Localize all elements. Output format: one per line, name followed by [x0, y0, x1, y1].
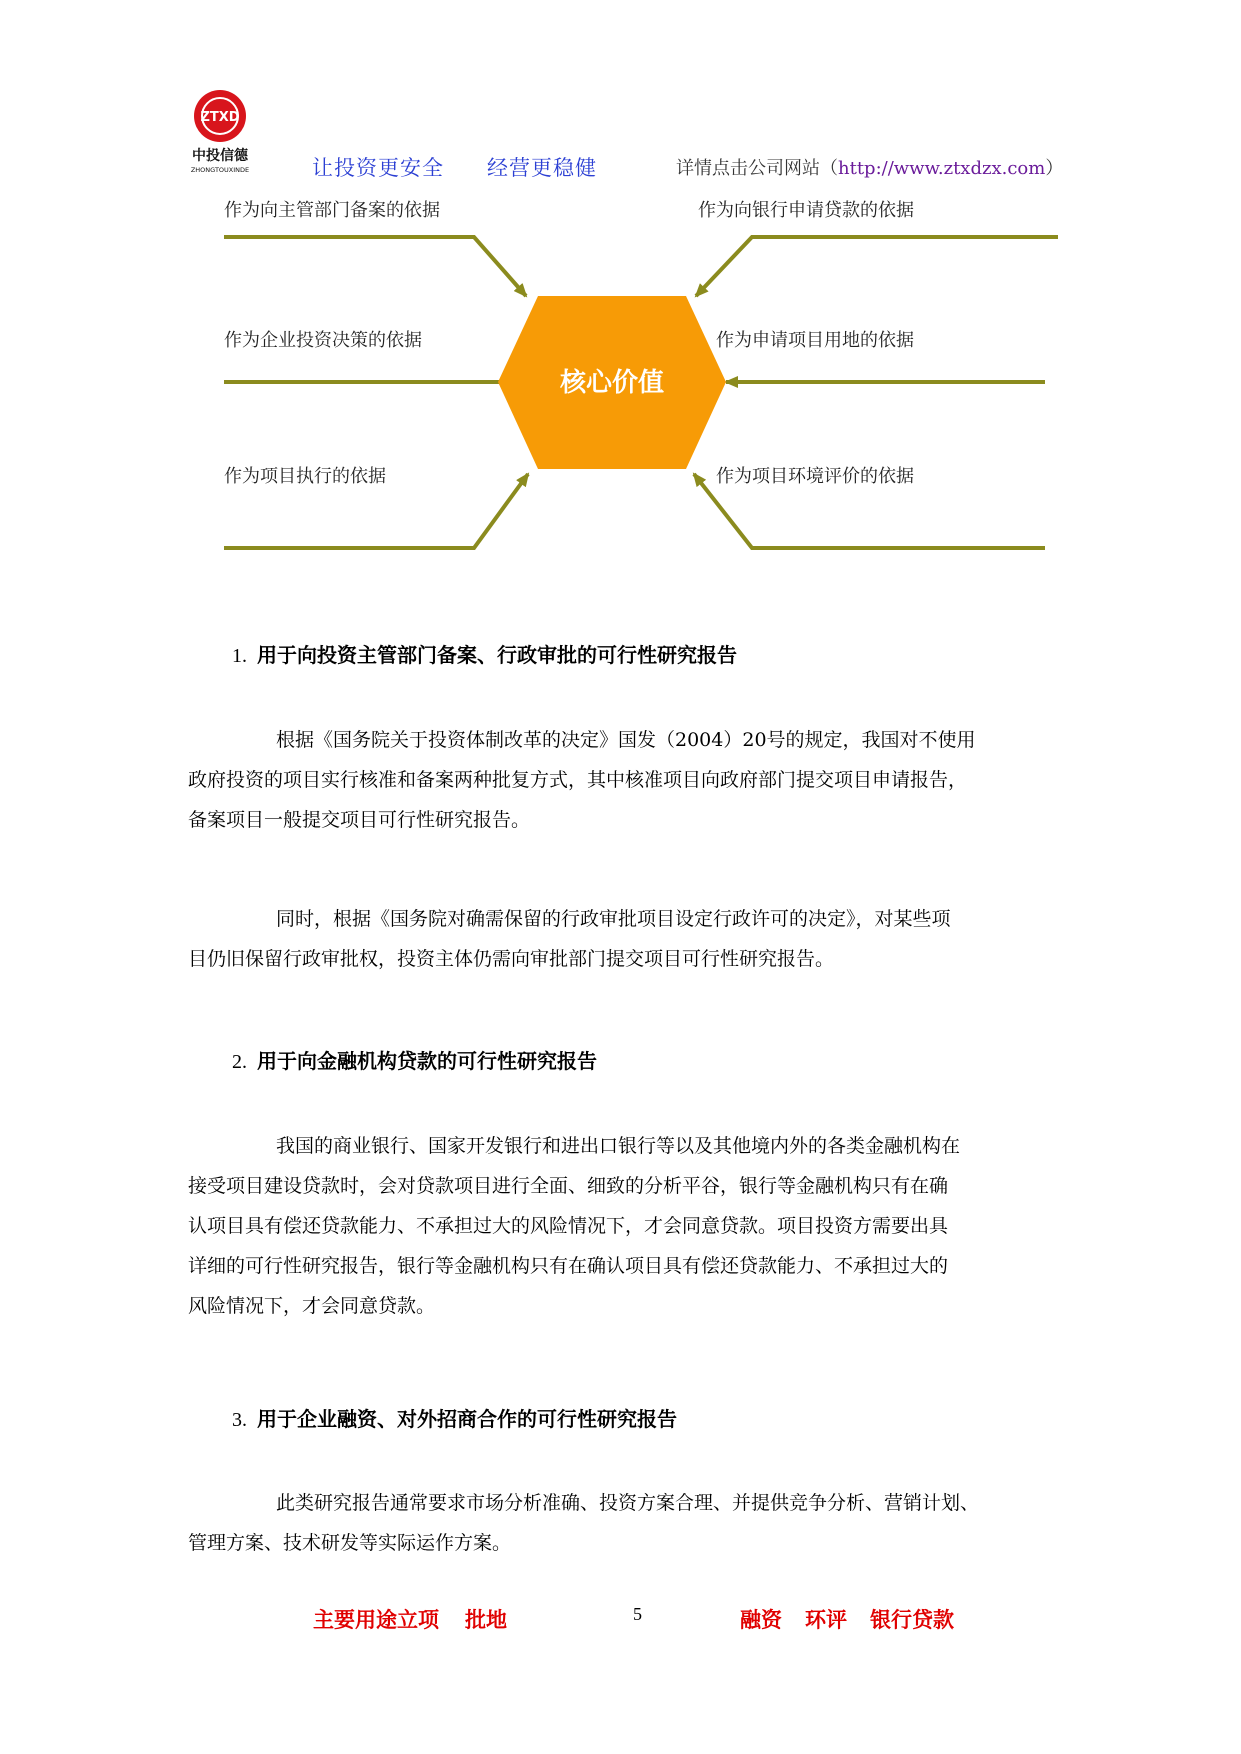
section-2-paragraph-1	[188, 1126, 1056, 1326]
logo-mark: ZTXD	[200, 110, 240, 125]
label-environmental-assessment-basis: 作为项目环境评价的依据	[716, 466, 914, 487]
section-1-heading	[232, 639, 737, 668]
paragraph-line: 风险情况下，才会同意贷款。	[188, 1295, 436, 1317]
footer-project-approval: 主要用途立项	[313, 1608, 439, 1632]
section-2-title: 用于向金融机构贷款的可行性研究报告	[257, 1049, 597, 1073]
paragraph-line: 认项目具有偿还贷款能力、不承担过大的风险情况下，才会同意贷款。项目投资方需要出具	[188, 1215, 949, 1237]
section-2-heading	[232, 1045, 597, 1074]
company-website-note	[676, 154, 1063, 180]
logo-subtext: ZHONGTOUXINDE	[190, 166, 250, 174]
company-logo	[180, 88, 260, 174]
section-3-title: 用于企业融资、对外招商合作的可行性研究报告	[257, 1407, 677, 1431]
label-bank-loan-basis: 作为向银行申请贷款的依据	[698, 200, 914, 221]
paragraph-line: 备案项目一般提交项目可行性研究报告。	[188, 809, 531, 831]
section-3-number: 3.	[232, 1409, 247, 1431]
section-1-number: 1.	[232, 645, 247, 667]
label-project-execution-basis: 作为项目执行的依据	[224, 466, 386, 487]
section-2-number: 2.	[232, 1051, 247, 1073]
core-value-diagram	[222, 186, 1058, 558]
slogan-safe-investment: 让投资更安全	[312, 156, 444, 180]
label-filing-basis: 作为向主管部门备案的依据	[224, 200, 440, 221]
logo-text: 中投信德	[192, 148, 248, 164]
slogan-stable-operation: 经营更稳健	[487, 156, 597, 180]
core-value-label: 核心价值	[559, 368, 665, 398]
paragraph-line: 详细的可行性研究报告，银行等金融机构只有在确认项目具有偿还贷款能力、不承担过大的	[188, 1255, 949, 1277]
paragraph-line: 同时，根据《国务院对确需保留的行政审批项目设定行政许可的决定》，对某些项	[276, 908, 951, 930]
website-close: ）	[1045, 158, 1064, 179]
paragraph-line: 我国的商业银行、国家开发银行和进出口银行等以及其他境内外的各类金融机构在	[276, 1135, 961, 1157]
website-label: 详情点击公司网站（	[676, 158, 838, 179]
footer-land-approval: 批地	[465, 1608, 507, 1632]
paragraph-line: 目仍旧保留行政审批权，投资主体仍需向审批部门提交项目可行性研究报告。	[188, 948, 835, 970]
section-3-paragraph-1	[188, 1483, 1056, 1563]
website-link[interactable]: http://www.ztxdzx.com	[838, 158, 1046, 179]
label-investment-decision-basis: 作为企业投资决策的依据	[224, 330, 422, 351]
footer-financing: 融资	[740, 1608, 782, 1632]
paragraph-line: 接受项目建设贷款时，会对贷款项目进行全面、细致的分析平谷，银行等金融机构只有在确	[188, 1175, 949, 1197]
connector-top-left	[224, 237, 526, 296]
label-land-use-basis: 作为申请项目用地的依据	[716, 330, 914, 351]
paragraph-line: 政府投资的项目实行核准和备案两种批复方式，其中核准项目向政府部门提交项目申请报告，	[188, 769, 968, 791]
section-1-paragraph-2	[188, 899, 1056, 979]
page-number: 5	[633, 1604, 642, 1624]
paragraph-line: 此类研究报告通常要求市场分析准确、投资方案合理、并提供竞争分析、营销计划、	[276, 1492, 980, 1514]
connector-top-right	[696, 237, 1058, 296]
footer-environmental-assessment: 环评	[805, 1608, 847, 1632]
section-1-title: 用于向投资主管部门备案、行政审批的可行性研究报告	[257, 643, 737, 667]
section-1-paragraph-1	[188, 720, 1056, 840]
paragraph-line: 根据《国务院关于投资体制改革的决定》国发（2004）20号的规定，我国对不使用	[276, 729, 976, 751]
paragraph-line: 管理方案、技术研发等实际运作方案。	[188, 1532, 512, 1554]
footer-bank-loan: 银行贷款	[870, 1608, 954, 1632]
section-3-heading	[232, 1403, 677, 1432]
